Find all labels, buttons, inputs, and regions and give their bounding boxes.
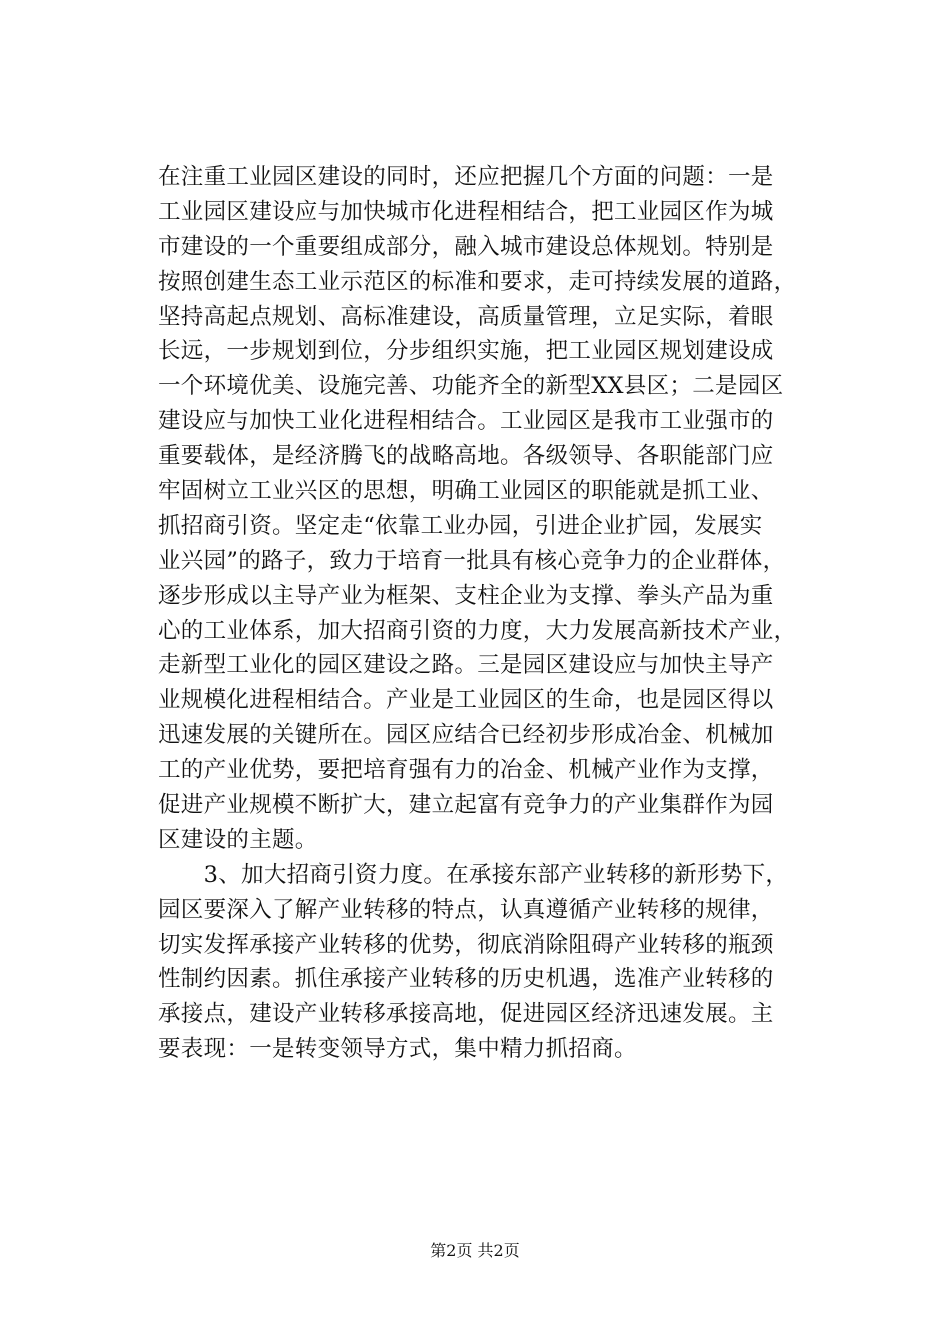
text-line: 3、加大招商引资力度。在承接东部产业转移的新形势下， xyxy=(158,861,789,888)
page-footer: 第2页 共2页 xyxy=(430,1241,520,1260)
text-line: 要表现：一是转变领导方式，集中精力抓招商。 xyxy=(158,1036,637,1063)
body-text xyxy=(158,160,834,1067)
text-line: 一个环境优美、设施完善、功能齐全的新型XX县区；二是园区 xyxy=(158,373,784,400)
text-line: 促进产业规模不断扩大，建立起富有竞争力的产业集群作为园 xyxy=(158,792,774,819)
text-line: 园区要深入了解产业转移的特点，认真遵循产业转移的规律， xyxy=(158,896,774,923)
text-line: 按照创建生态工业示范区的标准和要求，走可持续发展的道路， xyxy=(158,268,797,295)
text-line: 工业园区建设应与加快城市化进程相结合，把工业园区作为城 xyxy=(158,198,774,225)
text-line: 工的产业优势，要把培育强有力的冶金、机械产业作为支撑， xyxy=(158,757,774,784)
text-line: 建设应与加快工业化进程相结合。工业园区是我市工业强市的 xyxy=(158,408,774,435)
text-line: 长远，一步规划到位，分步组织实施，把工业园区规划建设成 xyxy=(158,338,774,365)
text-line: 走新型工业化的园区建设之路。三是园区建设应与加快主导产 xyxy=(158,652,774,679)
text-line: 重要载体，是经济腾飞的战略高地。各级领导、各职能部门应 xyxy=(158,443,774,470)
text-line: 性制约因素。抓住承接产业转移的历史机遇，选准产业转移的 xyxy=(158,966,774,993)
text-line: 市建设的一个重要组成部分，融入城市建设总体规划。特别是 xyxy=(158,233,774,260)
text-line: 牢固树立工业兴区的思想，明确工业园区的职能就是抓工业、 xyxy=(158,478,774,505)
text-line: 逐步形成以主导产业为框架、支柱企业为支撑、拳头产品为重 xyxy=(158,582,774,609)
text-line: 抓招商引资。坚定走“依靠工业办园，引进企业扩园，发展实 xyxy=(158,512,763,539)
text-line: 心的工业体系，加大招商引资的力度，大力发展高新技术产业， xyxy=(158,617,797,644)
text-line: 迅速发展的关键所在。园区应结合已经初步形成冶金、机械加 xyxy=(158,722,774,749)
text-line: 业规模化进程相结合。产业是工业园区的生命，也是园区得以 xyxy=(158,687,774,714)
text-line: 在注重工业园区建设的同时，还应把握几个方面的问题：一是 xyxy=(158,164,774,190)
text-line: 业兴园”的路子，致力于培育一批具有核心竞争力的企业群体， xyxy=(158,547,786,574)
text-line: 坚持高起点规划、高标准建设，高质量管理，立足实际，着眼 xyxy=(158,303,774,330)
text-line: 承接点，建设产业转移承接高地，促进园区经济迅速发展。主 xyxy=(158,1001,774,1028)
text-line: 区建设的主题。 xyxy=(158,826,318,853)
text-line: 切实发挥承接产业转移的优势，彻底消除阻碍产业转移的瓶颈 xyxy=(158,931,774,958)
